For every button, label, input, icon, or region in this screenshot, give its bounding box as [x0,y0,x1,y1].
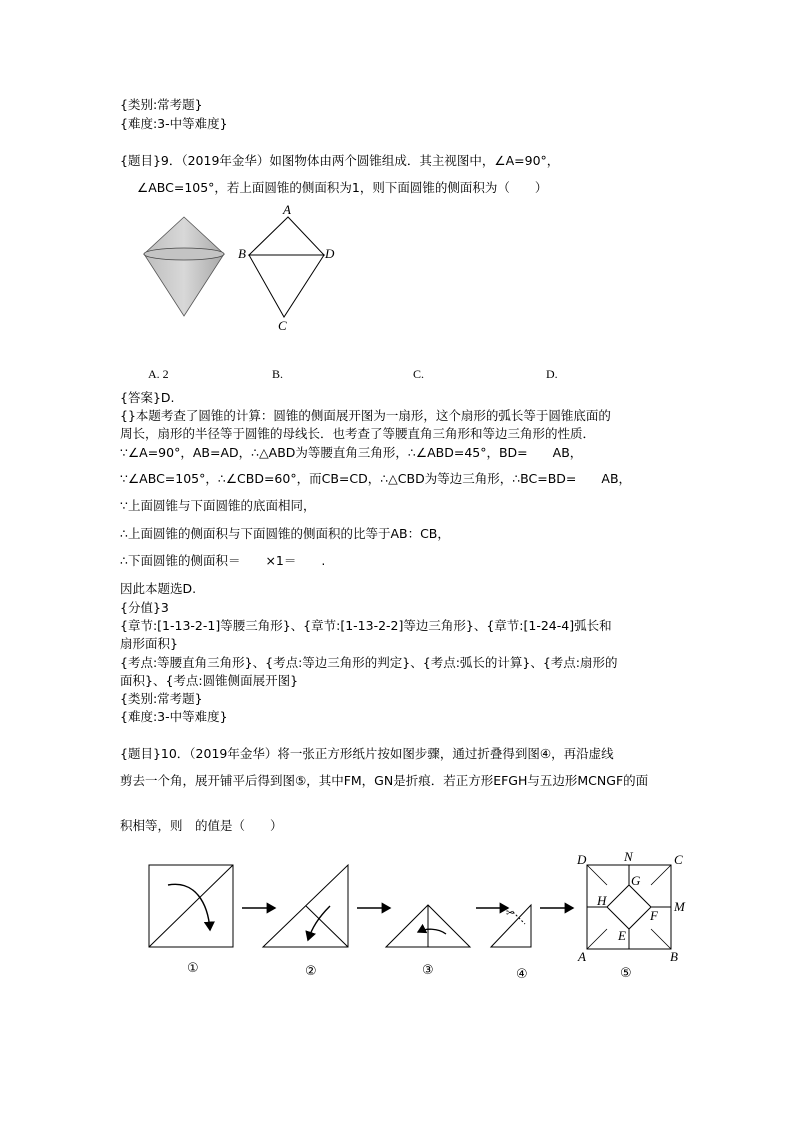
double-cone-figure [140,212,240,322]
caption-step3: ③ [422,963,434,978]
folding-steps-figure [140,848,700,983]
option-c: C. [413,367,425,381]
explanation-line1: {}本题考查了圆锥的计算：圆锥的侧面展开图为一扇形，这个扇形的弧长等于圆锥底面的 [120,408,611,423]
q9-stem-line2: ∠ABC=105°，若上面圆锥的侧面积为1，则下面圆锥的侧面积为（ ） [137,180,548,195]
score-line: {分值}3 [120,600,169,615]
fig5-label-b: B [670,949,678,964]
difficulty-line-2: {难度:3-中等难度} [120,709,228,724]
step3-triangle [386,905,470,947]
explanation-line4: ∵∠ABC=105°，∴∠CBD=60°，而CB=CD，∴△CBD为等边三角形，∴BC=BD= AB， [120,471,632,486]
lower-cone-shape [144,254,224,316]
caption-step2: ② [305,964,317,979]
explanation-line2: 周长，扇形的半径等于圆锥的母线长．也考查了等腰直角三角形和等边三角形的性质． [120,426,596,441]
fig5-label-h: H [597,893,607,908]
q10-stem-line1: {题目}10．（2019年金华）将一张正方形纸片按如图步骤，通过折叠得到图④，再沿虚线 [120,746,614,761]
fig5-label-c: C [674,852,683,867]
fig5-label-f: F [650,908,658,923]
vertex-label-d: D [325,246,335,261]
chapter-line1: {章节:[1-13-2-1]等腰三角形}、{章节:[1-13-2-2]等边三角形}、{章节:[1-24-4]弧长和 [120,618,612,633]
option-d: D. [546,367,558,381]
triangle-abd [249,217,324,255]
q9-stem-line1: {题目}9．（2019年金华）如图物体由两个圆锥组成．其主视图中，∠A=90°， [120,153,560,168]
vertex-label-b: B [238,246,246,261]
fig5-label-n: N [624,849,633,864]
explanation-line5: ∵上面圆锥与下面圆锥的底面相同， [120,498,316,513]
option-a: A. 2 [148,367,169,381]
explanation-line3: ∵∠A=90°，AB=AD，∴△ABD为等腰直角三角形，∴∠ABD=45°，BD= AB， [120,445,583,460]
step1-square [149,865,233,947]
explanation-line6: ∴上面圆锥的侧面积与下面圆锥的侧面积的比等于AB：CB， [120,526,450,541]
explanation-line7: ∴下面圆锥的侧面积＝ ×1＝ . [120,553,326,568]
vertex-label-a: A [283,202,291,217]
category-line: {类别:常考题} [120,97,203,112]
q10-stem-line2: 剪去一个角，展开铺平后得到图⑤，其中FM，GN是折痕．若正方形EFGH与五边形MCNGF的面 [120,773,649,788]
explanation-line8: 因此本题选D. [120,581,197,596]
caption-step1: ① [187,961,199,976]
knowledge-point-line2: 面积}、{考点:圆锥侧面展开图} [120,673,299,688]
caption-step5: ⑤ [620,966,632,981]
front-view-figure [234,200,344,335]
fig5-label-d: D [577,852,587,867]
step2-triangle [263,865,348,947]
fig5-label-m: M [674,899,685,914]
base-ellipse [144,248,224,260]
option-b: B. [272,367,284,381]
fig5-label-a: A [578,949,586,964]
knowledge-point-line1: {考点:等腰直角三角形}、{考点:等边三角形的判定}、{考点:弧长的计算}、{考点:扇形的 [120,655,618,670]
caption-step4: ④ [516,967,528,982]
vertex-label-c: C [278,318,287,333]
fig5-label-g: G [631,873,641,888]
triangle-bcd [249,255,324,317]
scissors-icon: ✂ [506,908,515,919]
answer-line: {答案}D. [120,390,175,405]
q10-stem-line3: 积相等，则 的值是（ ） [120,818,283,833]
chapter-line2: 扇形面积} [120,636,178,651]
step4-triangle [491,905,531,947]
difficulty-line: {难度:3-中等难度} [120,116,228,131]
fig5-label-e: E [618,928,626,943]
category-line-2: {类别:常考题} [120,691,203,706]
